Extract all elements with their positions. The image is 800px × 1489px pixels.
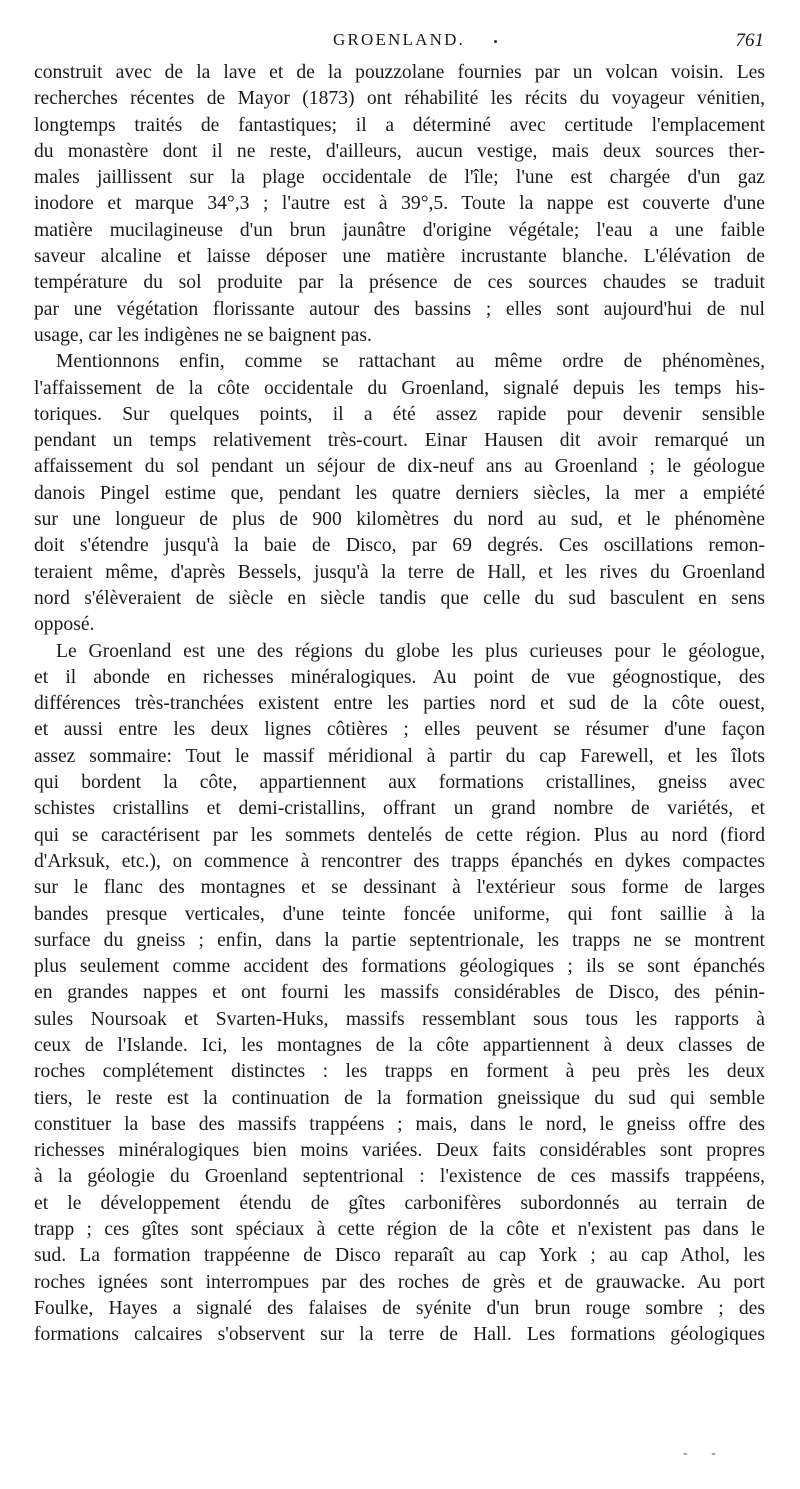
text-line: toriques. Sur quelques points, il a été assez rapide pour devenir sensible — [34, 403, 765, 425]
text-line: différences très-tranchées existent entre les parties nord et sud de la côte ouest, — [34, 693, 765, 715]
text-line: sules Noursoak et Svarten-Huks, massifs ressemblant sous tous les rapports à — [34, 1008, 765, 1030]
text-line: schistes cristallins et demi-cristallins, offrant un grand nombre de variétés, et — [34, 798, 765, 820]
text-line: du monastère dont il ne reste, d'ailleurs, aucun vestige, mais deux sources ther- — [34, 140, 765, 162]
text-line: recherches récentes de Mayor (1873) ont réhabilité les récits du voyageur vénitien, — [34, 88, 765, 110]
text-line: à la géologie du Groenland septentrional : l'existence de ces massifs trappéens, — [34, 1166, 765, 1188]
text-line: danois Pingel estime que, pendant les quatre derniers siècles, la mer a empiété — [34, 482, 765, 504]
text-line: longtemps traités de fantastiques; il a déterminé avec certitude l'emplacement — [34, 114, 765, 136]
text-line: ceux de l'Islande. Ici, les montagnes de la côte appartiennent à deux classes de — [34, 1034, 765, 1056]
text-line: et il abonde en richesses minéralogiques. Au point de vue géognostique, des — [34, 666, 765, 688]
running-title: GROENLAND. — [332, 30, 466, 49]
text-line: pendant un temps relativement très-court. Einar Hausen dit avoir remarqué un — [34, 430, 765, 452]
text-line: saveur alcaline et laisse déposer une matière incrustante blanche. L'élévation de — [34, 246, 765, 268]
text-line: sur une longueur de plus de 900 kilomètres du nord au sud, et le phénomène — [34, 509, 765, 531]
text-line: opposé. — [34, 614, 95, 636]
text-line: inodore et marque 34°,3 ; l'autre est à 39°,5. Toute la nappe est couverte d'une — [34, 193, 765, 215]
text-line: Mentionnons enfin, comme se rattachant au même ordre de phénomènes, — [56, 351, 765, 373]
text-line: teraient même, d'après Bessels, jusqu'à la terre de Hall, et les rives du Groenland — [34, 561, 765, 583]
text-line: constituer la base des massifs trappéens ; mais, dans le nord, le gneiss offre des — [34, 1113, 765, 1135]
text-line: sud. La formation trappéenne de Disco reparaît au cap York ; au cap Athol, les — [34, 1245, 765, 1267]
text-line: doit s'étendre jusqu'à la baie de Disco, par 69 degrés. Ces oscillations remon- — [34, 535, 765, 557]
text-line: et aussi entre les deux lignes côtières ; elles peuvent se résumer d'une façon — [34, 719, 765, 741]
text-line: trapp ; ces gîtes sont spéciaux à cette région de la côte et n'existent pas dans le — [34, 1219, 765, 1241]
text-line: plus seulement comme accident des formations géologiques ; ils se sont épanchés — [34, 956, 765, 978]
text-line: roches ignées sont interrompues par des roches de grès et de grauwacke. Au port — [34, 1271, 765, 1293]
text-line: l'affaissement de la côte occidentale du Groenland, signalé depuis les temps his- — [34, 377, 765, 399]
text-line: qui se caractérisent par les sommets dentelés de cette région. Plus au nord (fiord — [34, 824, 765, 846]
text-line: en grandes nappes et ont fourni les massifs considérables de Disco, des pénin- — [34, 982, 765, 1004]
text-line: température du sol produite par la présence de ces sources chaudes se traduit — [34, 272, 765, 294]
text-line: matière mucilagineuse d'un brun jaunâtre d'origine végétale; l'eau a une faible — [34, 219, 765, 241]
text-line: Foulke, Hayes a signalé des falaises de syénite d'un brun rouge sombre ; des — [34, 1297, 765, 1319]
text-line: richesses minéralogiques bien moins variées. Deux faits considérables sont propres — [34, 1140, 765, 1162]
text-line: d'Arksuk, etc.), on commence à rencontrer des trapps épanchés en dykes compactes — [34, 850, 765, 872]
text-line: construit avec de la lave et de la pouzzolane fournies par un volcan voisin. Les — [34, 62, 765, 83]
text-line: Le Groenland est une des régions du globe les plus curieuses pour le géologue, — [56, 640, 765, 662]
text-line: par une végétation florissante autour des bassins ; elles sont aujourd'hui de nul — [34, 298, 765, 320]
text-line: roches complétement distinctes : les trapps en forment à peu près les deux — [34, 1061, 765, 1083]
text-line: usage, car les indigènes ne se baignent pas. — [34, 324, 372, 346]
text-line: qui bordent la côte, appartiennent aux formations cristallines, gneiss avec — [34, 772, 765, 794]
body-text — [34, 60, 765, 1349]
text-line: formations calcaires s'observent sur la terre de Hall. Les formations géologiques — [34, 1324, 765, 1346]
text-line: surface du gneiss ; enfin, dans la partie septentrionale, les trapps ne se montrent — [34, 929, 765, 951]
text-line: affaissement du sol pendant un séjour de dix-neuf ans au Groenland ; le géologue — [34, 456, 765, 478]
text-line: males jaillissent sur la plage occidentale de l'île; l'une est chargée d'un gaz — [34, 167, 765, 189]
text-line: nord s'élèveraient de siècle en siècle tandis que celle du sud basculent en sens — [34, 587, 765, 609]
text-line: et le développement étendu de gîtes carbonifères subordonnés au terrain de — [34, 1192, 765, 1214]
text-line: assez sommaire: Tout le massif méridional à partir du cap Farewell, et les îlots — [34, 745, 765, 767]
text-line: sur le flanc des montagnes et se dessinant à l'extérieur sous forme de larges — [34, 877, 765, 899]
text-line: tiers, le reste est la continuation de la formation gneissique du sud qui semble — [34, 1087, 765, 1109]
text-line: bandes presque verticales, d'une teinte foncée uniforme, qui font saillie à la — [34, 903, 765, 925]
page-number: 761 — [735, 30, 764, 51]
page-header — [34, 30, 764, 58]
footer-marks: - - — [683, 1446, 726, 1461]
